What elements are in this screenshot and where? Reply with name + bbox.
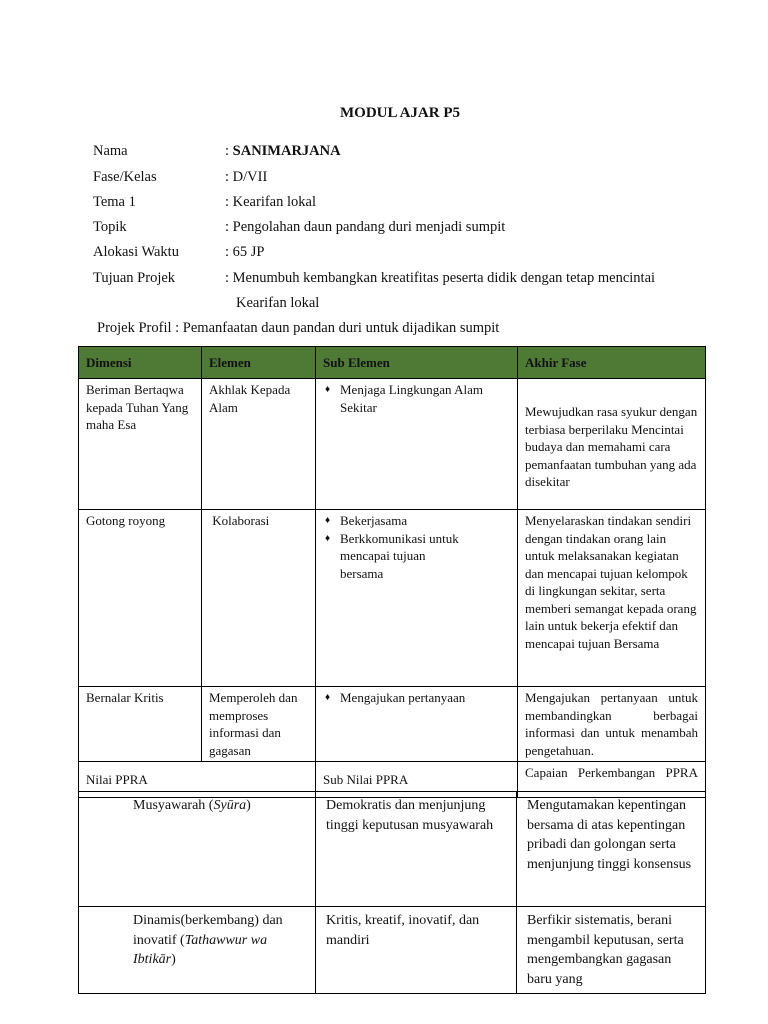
- table-header-row: [79, 347, 706, 379]
- meta-key: Nama: [93, 143, 128, 159]
- meta-key: Tema 1: [93, 194, 136, 210]
- cell-sub-elemen: [316, 687, 518, 762]
- sub-elemen-list: [323, 689, 510, 707]
- meta-value: : Kearifan lokal: [225, 194, 316, 210]
- cell-capaian: Berfikir sistematis, berani mengambil keputusan, serta mengembangkan gagasan baru yang: [517, 907, 706, 994]
- cell-akhir-fase: Mewujudkan rasa syukur dengan terbiasa berperilaku Mencintai budaya dan memahami cara pemanfaatan tumbuhan yang ada disekitar: [518, 379, 706, 510]
- meta-value: : 65 JP: [225, 244, 265, 260]
- meta-value-prefix: :: [225, 143, 233, 159]
- sub-elemen-list: [323, 381, 510, 416]
- meta-value: : D/VII: [225, 169, 268, 185]
- meta-value-continuation: Kearifan lokal: [236, 295, 320, 311]
- list-item: ♦ Menjaga Lingkungan Alam Sekitar: [340, 381, 510, 416]
- meta-value: : Pengolahan daun pandang duri menjadi sumpit: [225, 219, 506, 235]
- cell-nilai-ppra: [79, 907, 316, 994]
- dimension-table: [78, 346, 706, 798]
- projek-profil: Projek Profil : Pemanfaatan daun pandan duri untuk dijadikan sumpit: [97, 320, 500, 336]
- header-dimensi: Dimensi: [79, 347, 202, 379]
- nilai-text-end: ): [246, 798, 251, 813]
- cell-dimensi: Beriman Bertaqwa kepada Tuhan Yang maha Esa: [79, 379, 202, 510]
- meta-value: [225, 143, 341, 160]
- table-row: [79, 792, 706, 907]
- capaian-label: Capaian Perkembangan PPRA: [525, 765, 698, 780]
- header-akhir-fase: Akhir Fase: [518, 347, 706, 379]
- cell-nilai-ppra: [79, 792, 316, 907]
- table-row: [79, 687, 706, 762]
- nilai-italic-term: Tathawwur wa Ibtikār: [133, 932, 268, 967]
- cell-capaian: Mengutamakan kepentingan bersama di atas kepentingan pribadi dan golongan serta menjunjung tinggi konsensus: [517, 792, 706, 907]
- student-name: SANIMARJANA: [232, 143, 341, 159]
- cell-dimensi: Gotong royong: [79, 510, 202, 687]
- cell-elemen: Akhlak Kepada Alam: [202, 379, 316, 510]
- nilai-text-end: ): [171, 952, 176, 967]
- ppra-table: [78, 791, 706, 994]
- cell-elemen: Kolaborasi: [202, 510, 316, 687]
- header-sub-nilai-ppra: Sub Nilai PPRA: [316, 762, 518, 798]
- table-row: [79, 510, 706, 687]
- meta-key: Tujuan Projek: [93, 270, 176, 286]
- cell-akhir-fase: Menyelaraskan tindakan sendiri dengan tindakan orang lain untuk melaksanakan kegiatan dan mencapai tujuan kelompok di lingkungan sekitar, serta memberi semangat kepada orang lain untuk bekerja efektif dan mencapai tujuan Bersama: [518, 510, 706, 687]
- meta-value: : Menumbuh kembangkan kreatifitas peserta didik dengan tetap mencintai: [225, 270, 656, 286]
- cell-sub-nilai: Kritis, kreatif, inovatif, dan mandiri: [316, 907, 517, 994]
- meta-key: Alokasi Waktu: [93, 244, 179, 260]
- header-nilai-ppra: Nilai PPRA: [79, 762, 316, 798]
- header-sub-elemen: Sub Elemen: [316, 347, 518, 379]
- nilai-italic-term: Syūra: [213, 798, 247, 813]
- list-item: ♦ Bekerjasama: [340, 512, 510, 530]
- list-item: ♦ Berkkomunikasi untuk mencapai tujuan bersama: [340, 530, 510, 583]
- cell-akhir-fase: Mengajukan pertanyaan untuk membandingkan berbagai informasi dan untuk menambah pengetahuan.: [518, 687, 706, 762]
- nilai-text: Dinamis(berkembang) dan inovatif (: [133, 913, 283, 948]
- sub-elemen-list: [323, 512, 510, 582]
- table-row: [79, 379, 706, 510]
- cell-sub-elemen: [316, 510, 518, 687]
- list-item: ♦ Mengajukan pertanyaan: [340, 689, 510, 707]
- cell-sub-elemen: [316, 379, 518, 510]
- cell-dimensi: Bernalar Kritis: [79, 687, 202, 762]
- document-title: MODUL AJAR P5: [340, 105, 460, 121]
- nilai-text: Musyawarah (: [133, 798, 214, 813]
- meta-key: Topik: [93, 219, 127, 235]
- cell-elemen: Memperoleh dan memproses informasi dan gagasan: [202, 687, 316, 762]
- header-elemen: Elemen: [202, 347, 316, 379]
- cell-sub-nilai: Demokratis dan menjunjung tinggi keputusan musyawarah: [316, 792, 517, 907]
- meta-key: Fase/Kelas: [93, 169, 157, 185]
- table-row: [79, 907, 706, 994]
